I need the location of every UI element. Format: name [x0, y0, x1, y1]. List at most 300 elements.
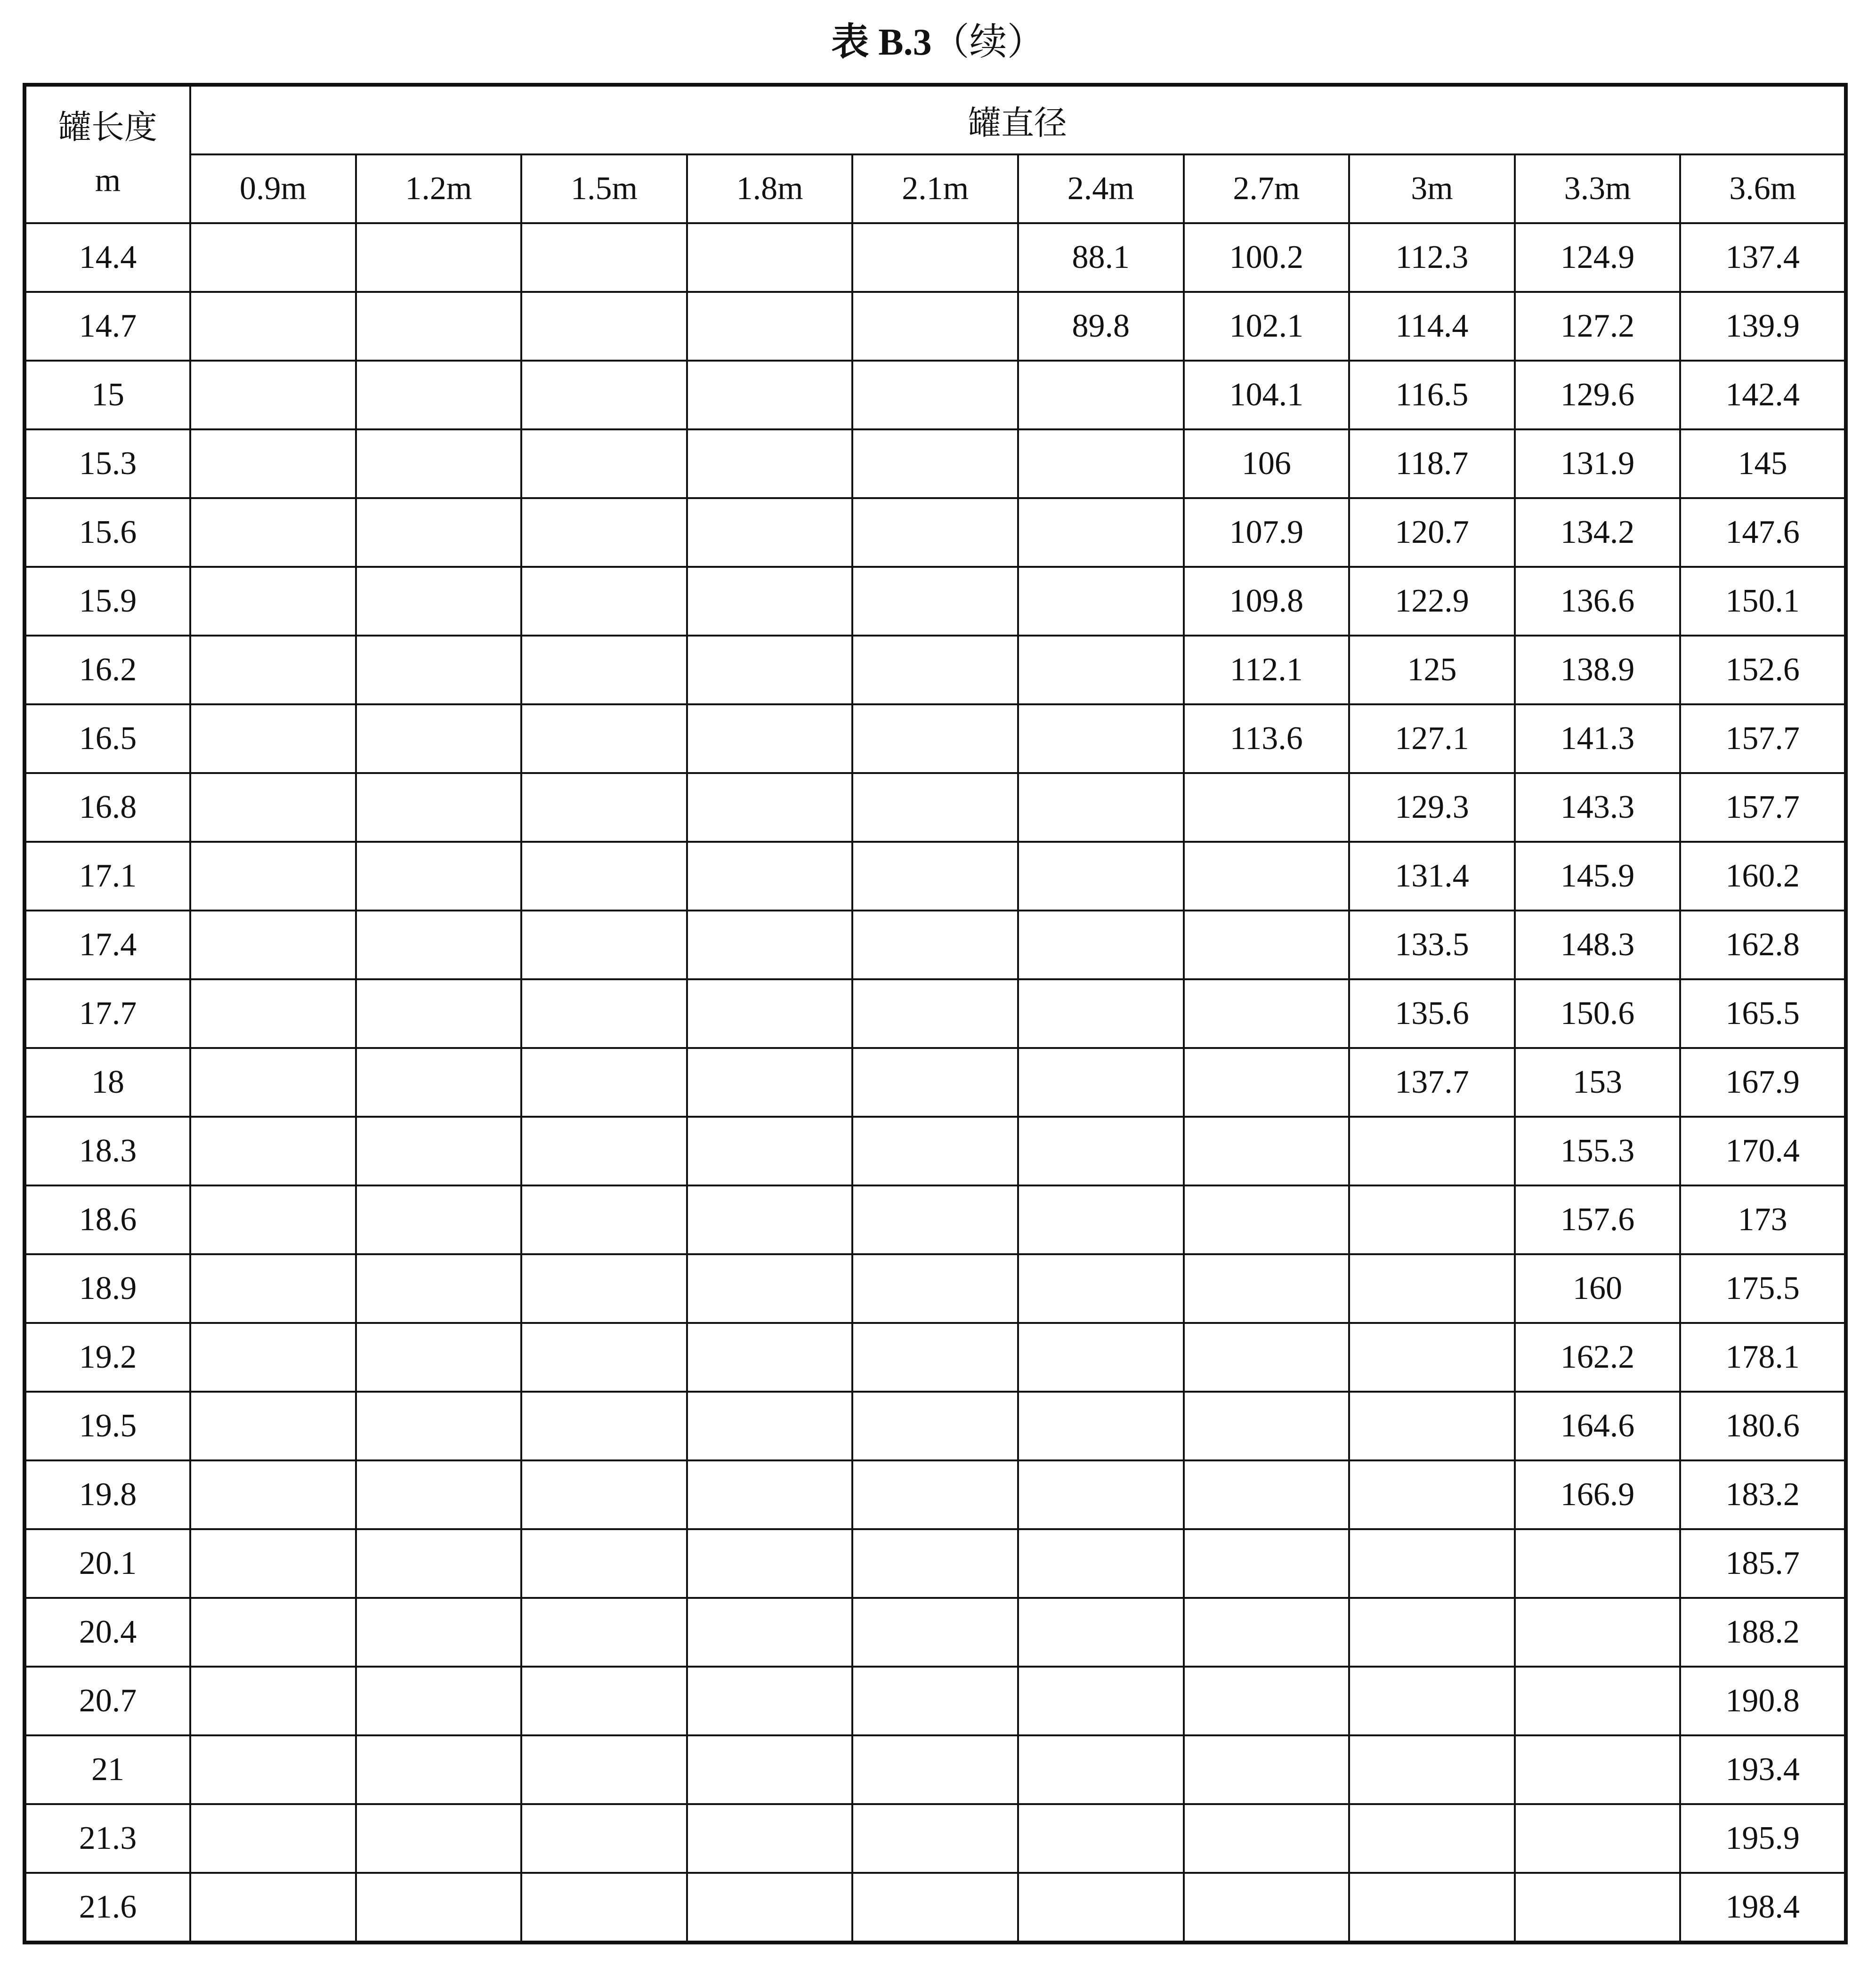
value-cell: 185.7 — [1680, 1529, 1846, 1598]
value-cell: 143.3 — [1515, 773, 1681, 842]
value-cell — [1184, 1117, 1350, 1185]
value-cell: 141.3 — [1515, 704, 1681, 773]
value-cell — [1349, 1323, 1515, 1392]
tank-volume-table — [23, 83, 1848, 1944]
value-cell: 188.2 — [1680, 1598, 1846, 1667]
value-cell — [1349, 1460, 1515, 1529]
table-row — [24, 567, 1846, 636]
value-cell — [852, 1117, 1018, 1185]
row-length-cell: 16.5 — [24, 704, 190, 773]
value-cell — [1184, 1048, 1350, 1117]
table-row — [24, 979, 1846, 1048]
value-cell — [521, 1529, 687, 1598]
row-length-cell: 20.1 — [24, 1529, 190, 1598]
table-row — [24, 1804, 1846, 1873]
table-body — [24, 223, 1846, 1943]
value-cell — [1515, 1873, 1681, 1943]
value-cell — [687, 636, 853, 704]
value-cell — [1018, 1323, 1184, 1392]
value-cell — [852, 429, 1018, 498]
value-cell — [356, 842, 522, 911]
value-cell — [687, 1392, 853, 1460]
value-cell: 112.3 — [1349, 223, 1515, 292]
value-cell: 135.6 — [1349, 979, 1515, 1048]
column-header: 3.3m — [1515, 154, 1681, 223]
value-cell — [356, 223, 522, 292]
value-cell — [521, 1873, 687, 1943]
value-cell — [521, 567, 687, 636]
value-cell — [1184, 979, 1350, 1048]
value-cell — [1018, 1117, 1184, 1185]
value-cell — [1184, 911, 1350, 979]
table-title — [0, 14, 1876, 71]
table-title-main: 表 B.3 — [831, 22, 932, 63]
value-cell — [687, 567, 853, 636]
value-cell — [687, 1529, 853, 1598]
value-cell — [1018, 1873, 1184, 1943]
row-length-cell: 18.3 — [24, 1117, 190, 1185]
value-cell — [190, 223, 356, 292]
value-cell — [190, 292, 356, 361]
table-row — [24, 429, 1846, 498]
value-cell — [1018, 1735, 1184, 1804]
value-cell: 157.6 — [1515, 1185, 1681, 1254]
value-cell — [356, 636, 522, 704]
value-cell — [1018, 1460, 1184, 1529]
row-length-cell: 17.1 — [24, 842, 190, 911]
value-cell: 142.4 — [1680, 361, 1846, 429]
value-cell: 127.2 — [1515, 292, 1681, 361]
value-cell — [1184, 1392, 1350, 1460]
value-cell — [1018, 567, 1184, 636]
value-cell: 166.9 — [1515, 1460, 1681, 1529]
row-length-cell: 21.3 — [24, 1804, 190, 1873]
value-cell — [356, 1185, 522, 1254]
value-cell — [521, 1804, 687, 1873]
value-cell — [1349, 1185, 1515, 1254]
value-cell: 170.4 — [1680, 1117, 1846, 1185]
table-row — [24, 1254, 1846, 1323]
table-row — [24, 1323, 1846, 1392]
row-length-cell: 17.4 — [24, 911, 190, 979]
table-row — [24, 842, 1846, 911]
value-cell — [687, 1460, 853, 1529]
row-length-cell: 21.6 — [24, 1873, 190, 1943]
value-cell — [190, 567, 356, 636]
value-cell — [1018, 842, 1184, 911]
table-row — [24, 1048, 1846, 1117]
value-cell — [687, 773, 853, 842]
value-cell — [190, 773, 356, 842]
value-cell — [1349, 1392, 1515, 1460]
value-cell — [687, 1323, 853, 1392]
value-cell — [521, 773, 687, 842]
value-cell: 165.5 — [1680, 979, 1846, 1048]
value-cell — [1184, 1254, 1350, 1323]
value-cell: 138.9 — [1515, 636, 1681, 704]
row-length-cell: 16.2 — [24, 636, 190, 704]
value-cell — [852, 1460, 1018, 1529]
value-cell — [1184, 1598, 1350, 1667]
value-cell — [356, 1460, 522, 1529]
value-cell — [1018, 1804, 1184, 1873]
value-cell: 109.8 — [1184, 567, 1350, 636]
value-cell — [356, 773, 522, 842]
value-cell — [356, 1598, 522, 1667]
value-cell — [1184, 1529, 1350, 1598]
value-cell — [356, 361, 522, 429]
value-cell — [190, 361, 356, 429]
value-cell — [356, 1392, 522, 1460]
value-cell — [1018, 1667, 1184, 1735]
value-cell — [1349, 1667, 1515, 1735]
value-cell — [687, 704, 853, 773]
value-cell — [852, 911, 1018, 979]
value-cell — [356, 911, 522, 979]
value-cell — [687, 1667, 853, 1735]
value-cell — [1018, 979, 1184, 1048]
value-cell: 122.9 — [1349, 567, 1515, 636]
value-cell: 137.4 — [1680, 223, 1846, 292]
value-cell — [1184, 773, 1350, 842]
value-cell: 150.1 — [1680, 567, 1846, 636]
value-cell — [1018, 911, 1184, 979]
value-cell: 162.2 — [1515, 1323, 1681, 1392]
value-cell: 178.1 — [1680, 1323, 1846, 1392]
value-cell — [852, 1598, 1018, 1667]
value-cell: 145.9 — [1515, 842, 1681, 911]
value-cell — [852, 1392, 1018, 1460]
value-cell: 125 — [1349, 636, 1515, 704]
row-length-cell: 15.6 — [24, 498, 190, 567]
value-cell — [521, 1667, 687, 1735]
value-cell: 106 — [1184, 429, 1350, 498]
value-cell: 164.6 — [1515, 1392, 1681, 1460]
value-cell — [852, 1529, 1018, 1598]
column-header: 3.6m — [1680, 154, 1846, 223]
value-cell: 88.1 — [1018, 223, 1184, 292]
value-cell — [521, 1048, 687, 1117]
table-row — [24, 704, 1846, 773]
value-cell: 160 — [1515, 1254, 1681, 1323]
row-length-cell: 17.7 — [24, 979, 190, 1048]
column-header: 1.2m — [356, 154, 522, 223]
value-cell: 114.4 — [1349, 292, 1515, 361]
value-cell — [521, 223, 687, 292]
value-cell: 173 — [1680, 1185, 1846, 1254]
value-cell: 100.2 — [1184, 223, 1350, 292]
value-cell — [356, 1529, 522, 1598]
row-length-cell: 18.9 — [24, 1254, 190, 1323]
value-cell — [1515, 1735, 1681, 1804]
value-cell — [190, 636, 356, 704]
value-cell: 162.8 — [1680, 911, 1846, 979]
value-cell: 129.6 — [1515, 361, 1681, 429]
value-cell: 180.6 — [1680, 1392, 1846, 1460]
row-length-cell: 14.4 — [24, 223, 190, 292]
value-cell — [190, 1735, 356, 1804]
value-cell — [1018, 498, 1184, 567]
value-cell — [687, 1873, 853, 1943]
value-cell — [356, 1804, 522, 1873]
value-cell — [852, 979, 1018, 1048]
column-header: 2.7m — [1184, 154, 1350, 223]
value-cell: 148.3 — [1515, 911, 1681, 979]
value-cell — [1018, 1185, 1184, 1254]
value-cell — [356, 292, 522, 361]
column-header: 0.9m — [190, 154, 356, 223]
value-cell: 183.2 — [1680, 1460, 1846, 1529]
value-cell — [356, 429, 522, 498]
value-cell: 193.4 — [1680, 1735, 1846, 1804]
value-cell — [1515, 1804, 1681, 1873]
value-cell: 160.2 — [1680, 842, 1846, 911]
value-cell — [190, 1529, 356, 1598]
value-cell — [521, 979, 687, 1048]
value-cell — [1018, 636, 1184, 704]
row-length-cell: 18 — [24, 1048, 190, 1117]
table-row — [24, 1667, 1846, 1735]
value-cell: 137.7 — [1349, 1048, 1515, 1117]
value-cell — [1184, 1735, 1350, 1804]
row-length-cell: 18.6 — [24, 1185, 190, 1254]
value-cell — [190, 498, 356, 567]
value-cell — [1018, 1598, 1184, 1667]
value-cell: 198.4 — [1680, 1873, 1846, 1943]
value-cell: 124.9 — [1515, 223, 1681, 292]
value-cell — [190, 1873, 356, 1943]
value-cell — [852, 1667, 1018, 1735]
value-cell: 129.3 — [1349, 773, 1515, 842]
column-header: 2.4m — [1018, 154, 1184, 223]
value-cell — [521, 1392, 687, 1460]
value-cell: 102.1 — [1184, 292, 1350, 361]
value-cell: 190.8 — [1680, 1667, 1846, 1735]
column-header: 1.8m — [687, 154, 853, 223]
row-length-cell: 15.3 — [24, 429, 190, 498]
value-cell — [190, 1392, 356, 1460]
table-row — [24, 911, 1846, 979]
value-cell — [1349, 1529, 1515, 1598]
value-cell: 153 — [1515, 1048, 1681, 1117]
value-cell — [687, 1185, 853, 1254]
value-cell — [1184, 842, 1350, 911]
value-cell — [190, 1254, 356, 1323]
value-cell: 131.4 — [1349, 842, 1515, 911]
value-cell: 127.1 — [1349, 704, 1515, 773]
value-cell — [852, 636, 1018, 704]
value-cell — [1184, 1873, 1350, 1943]
value-cell — [852, 1323, 1018, 1392]
value-cell — [1349, 1598, 1515, 1667]
value-cell — [1349, 1254, 1515, 1323]
row-length-cell: 19.5 — [24, 1392, 190, 1460]
value-cell — [521, 1598, 687, 1667]
table-row — [24, 1392, 1846, 1460]
value-cell: 150.6 — [1515, 979, 1681, 1048]
value-cell — [1018, 1529, 1184, 1598]
value-cell: 157.7 — [1680, 773, 1846, 842]
value-cell: 120.7 — [1349, 498, 1515, 567]
value-cell — [190, 429, 356, 498]
value-cell — [190, 1323, 356, 1392]
table-row — [24, 1117, 1846, 1185]
value-cell — [852, 223, 1018, 292]
row-length-cell: 20.7 — [24, 1667, 190, 1735]
value-cell — [1018, 429, 1184, 498]
table-header — [24, 85, 1846, 223]
value-cell: 116.5 — [1349, 361, 1515, 429]
value-cell — [1184, 1460, 1350, 1529]
value-cell — [1515, 1529, 1681, 1598]
value-cell — [190, 1804, 356, 1873]
value-cell — [687, 911, 853, 979]
value-cell — [356, 1048, 522, 1117]
value-cell: 145 — [1680, 429, 1846, 498]
value-cell — [190, 1667, 356, 1735]
value-cell — [1515, 1598, 1681, 1667]
value-cell — [521, 498, 687, 567]
value-cell — [1349, 1735, 1515, 1804]
value-cell: 167.9 — [1680, 1048, 1846, 1117]
table-row — [24, 498, 1846, 567]
value-cell — [190, 1185, 356, 1254]
value-cell — [687, 429, 853, 498]
table-row — [24, 773, 1846, 842]
value-cell — [521, 1254, 687, 1323]
value-cell — [356, 498, 522, 567]
table-row — [24, 1735, 1846, 1804]
table-row — [24, 1529, 1846, 1598]
value-cell — [852, 292, 1018, 361]
row-length-cell: 14.7 — [24, 292, 190, 361]
row-length-cell: 19.2 — [24, 1323, 190, 1392]
table-row — [24, 1185, 1846, 1254]
value-cell — [356, 1873, 522, 1943]
value-cell — [190, 911, 356, 979]
value-cell: 104.1 — [1184, 361, 1350, 429]
value-cell — [356, 1735, 522, 1804]
value-cell — [356, 1667, 522, 1735]
value-cell — [356, 1323, 522, 1392]
value-cell — [852, 361, 1018, 429]
table-row — [24, 1598, 1846, 1667]
value-cell — [852, 498, 1018, 567]
table-title-suffix: （续） — [931, 22, 1045, 63]
value-cell: 175.5 — [1680, 1254, 1846, 1323]
value-cell — [521, 636, 687, 704]
diameter-group-header: 罐直径 — [190, 85, 1846, 154]
table-row — [24, 1873, 1846, 1943]
value-cell — [356, 1117, 522, 1185]
row-length-cell: 21 — [24, 1735, 190, 1804]
table-row — [24, 223, 1846, 292]
value-cell — [852, 1804, 1018, 1873]
value-cell: 89.8 — [1018, 292, 1184, 361]
corner-header — [24, 85, 190, 223]
value-cell — [521, 361, 687, 429]
value-cell — [190, 979, 356, 1048]
value-cell: 131.9 — [1515, 429, 1681, 498]
table-row — [24, 636, 1846, 704]
value-cell: 134.2 — [1515, 498, 1681, 567]
value-cell — [687, 979, 853, 1048]
value-cell — [190, 704, 356, 773]
column-header: 3m — [1349, 154, 1515, 223]
value-cell — [190, 1117, 356, 1185]
value-cell: 118.7 — [1349, 429, 1515, 498]
value-cell — [1349, 1117, 1515, 1185]
value-cell — [852, 842, 1018, 911]
value-cell — [1018, 1392, 1184, 1460]
value-cell — [687, 292, 853, 361]
value-cell — [687, 1048, 853, 1117]
value-cell — [687, 1254, 853, 1323]
value-cell — [190, 842, 356, 911]
value-cell — [687, 1804, 853, 1873]
value-cell: 139.9 — [1680, 292, 1846, 361]
value-cell — [1018, 1048, 1184, 1117]
value-cell — [1184, 1804, 1350, 1873]
value-cell — [356, 567, 522, 636]
value-cell — [852, 1735, 1018, 1804]
value-cell — [521, 429, 687, 498]
value-cell — [521, 1735, 687, 1804]
value-cell — [852, 1185, 1018, 1254]
table-row — [24, 292, 1846, 361]
value-cell — [687, 1117, 853, 1185]
value-cell — [1018, 773, 1184, 842]
value-cell — [687, 1598, 853, 1667]
value-cell — [687, 361, 853, 429]
value-cell — [521, 1185, 687, 1254]
value-cell: 195.9 — [1680, 1804, 1846, 1873]
row-length-cell: 20.4 — [24, 1598, 190, 1667]
value-cell — [1018, 704, 1184, 773]
row-length-cell: 19.8 — [24, 1460, 190, 1529]
value-cell — [521, 1323, 687, 1392]
value-cell — [1184, 1185, 1350, 1254]
value-cell: 157.7 — [1680, 704, 1846, 773]
value-cell — [687, 842, 853, 911]
value-cell — [356, 704, 522, 773]
value-cell — [852, 773, 1018, 842]
value-cell — [1349, 1873, 1515, 1943]
value-cell: 113.6 — [1184, 704, 1350, 773]
value-cell: 147.6 — [1680, 498, 1846, 567]
value-cell — [1018, 361, 1184, 429]
value-cell: 155.3 — [1515, 1117, 1681, 1185]
value-cell: 107.9 — [1184, 498, 1350, 567]
corner-label: 罐长度 — [58, 110, 157, 146]
column-header: 1.5m — [521, 154, 687, 223]
value-cell — [356, 979, 522, 1048]
value-cell — [852, 704, 1018, 773]
value-cell — [521, 1117, 687, 1185]
value-cell: 133.5 — [1349, 911, 1515, 979]
row-length-cell: 15 — [24, 361, 190, 429]
value-cell — [521, 842, 687, 911]
value-cell — [190, 1460, 356, 1529]
value-cell — [852, 1048, 1018, 1117]
value-cell — [687, 223, 853, 292]
value-cell — [1184, 1323, 1350, 1392]
value-cell — [852, 1254, 1018, 1323]
row-length-cell: 16.8 — [24, 773, 190, 842]
value-cell — [521, 1460, 687, 1529]
value-cell — [852, 567, 1018, 636]
value-cell — [1515, 1667, 1681, 1735]
